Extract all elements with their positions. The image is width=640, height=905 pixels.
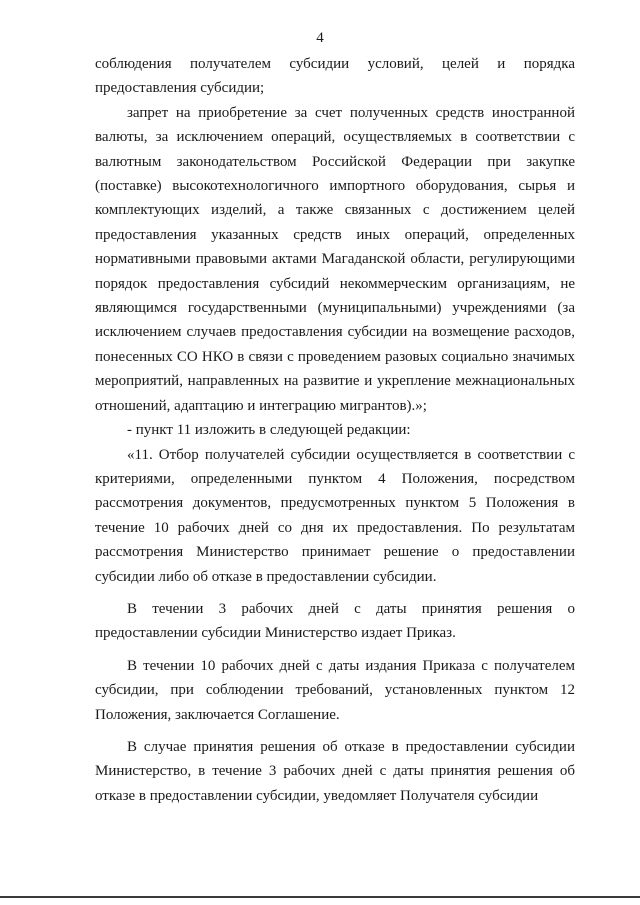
paragraph-agreement: В течении 10 рабочих дней с даты издания Приказа с получателем субсидии, при соблюдении требований, установленных пунктом 12 Положения, заключается Соглашение. — [95, 657, 575, 723]
paragraph-order-issue: В течении 3 рабочих дней с даты принятия решения о предоставлении субсидии Министерство издает Приказ. — [95, 600, 575, 642]
document-body — [95, 52, 575, 808]
paragraph-continuation: соблюдения получателем субсидии условий, целей и порядка предоставления субсидии; — [95, 56, 575, 97]
page-bottom-border — [0, 896, 640, 898]
paragraph-currency-ban: запрет на приобретение за счет полученных средств иностранной валюты, за исключением операций, осуществляемых в соответствии с валютным законодательством Российской Федерации при закупке (поставке) высокотехнологичного импортного оборудования, сырья и комплектующих изделий, а также связанных с достижением целей предоставления указанных средств иных операций, определенных нормативными правовыми актами Магаданской области, регулирующими порядок предоставления субсидий некоммерческим организациям, не являющимся государственными (муниципальными) учреждениями (за исключением случаев предоставления субсидии на возмещение расходов, понесенных СО НКО в связи с проведением разовых социально значимых мероприятий, направленных на развитие и укрепление межнациональных отношений, адаптацию и интеграцию мигрантов).»; — [95, 104, 575, 414]
paragraph-item-11-selection: «11. Отбор получателей субсидии осуществляется в соответствии с критериями, определенными пунктом 4 Положения, посредством рассмотрения документов, предусмотренных пунктом 5 Положения в течение 10 рабочих дней со дня их предоставления. По результатам рассмотрения Министерство принимает решение о предоставлении субсидии либо об отказе в предоставлении субсидии. — [95, 446, 575, 585]
paragraph-item-11-intro: - пункт 11 изложить в следующей редакции: — [127, 422, 411, 439]
page-number: 4 — [316, 30, 324, 46]
paragraph-refusal-notice: В случае принятия решения об отказе в предоставлении субсидии Министерство, в течение 3 рабочих дней с даты принятия решения об отказе в предоставлении субсидии, уведомляет Получателя субсидии — [95, 738, 575, 804]
